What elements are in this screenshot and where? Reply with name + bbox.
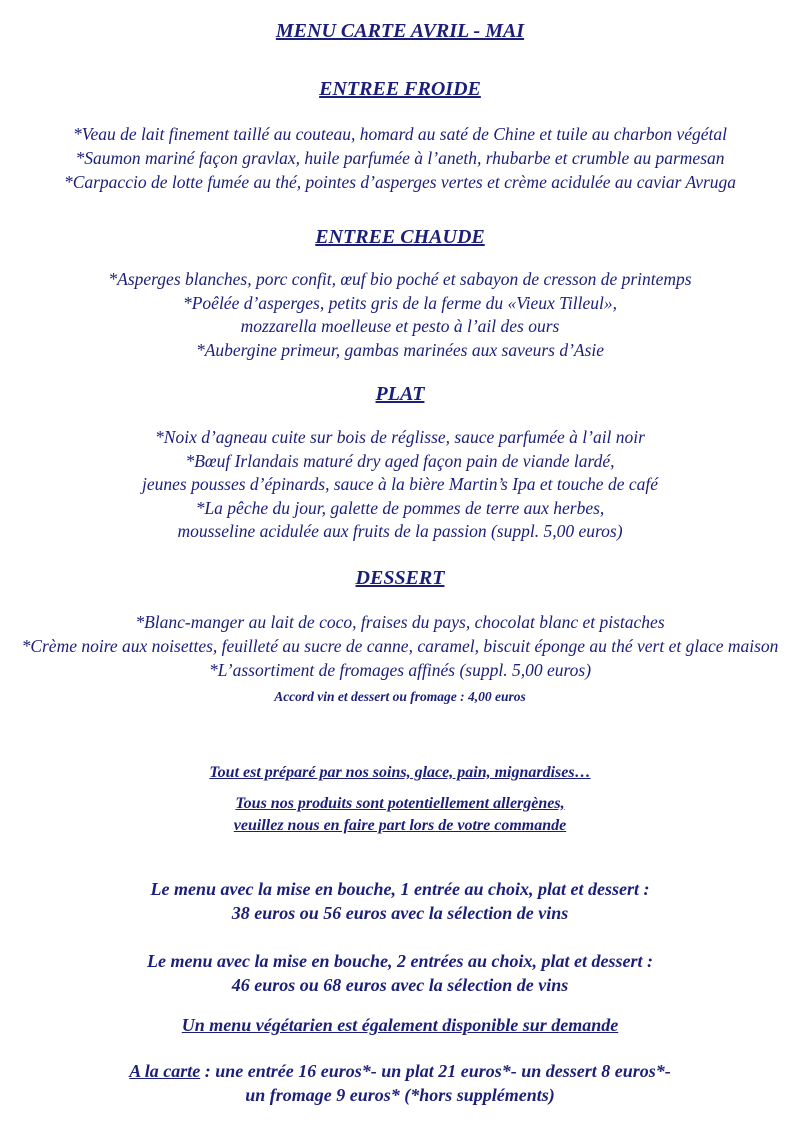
dish-item: *Noix d’agneau cuite sur bois de réglisse, sauce parfumée à l’ail noir [155, 427, 645, 447]
menu-offer-1-line1: Le menu avec la mise en bouche, 1 entrée au choix, plat et dessert : [150, 879, 650, 899]
dish-item: *Saumon mariné façon gravlax, huile parfumée à l’aneth, rhubarbe et crumble au parmesan [75, 148, 725, 168]
dish-item: *Crème noire aux noisettes, feuilleté au sucre de canne, caramel, biscuit éponge au thé vert et glace maison [21, 636, 779, 656]
menu-offer-2-line2: 46 euros ou 68 euros avec la sélection de vins [231, 975, 569, 995]
a-la-carte-line1 [0, 1059, 800, 1083]
a-la-carte-label: A la carte [129, 1061, 201, 1081]
dish-item: *Aubergine primeur, gambas marinées aux saveurs d’Asie [195, 340, 605, 360]
dish-item: *Poêlée d’asperges, petits gris de la ferme du «Vieux Tilleul», [182, 293, 617, 313]
dish-item: *Blanc-manger au lait de coco, fraises du pays, chocolat blanc et pistaches [135, 612, 665, 632]
dish-item: jeunes pousses d’épinards, sauce à la bière Martin’s Ipa et touche de café [142, 474, 658, 494]
dish-item: *Veau de lait finement taillé au couteau, homard au saté de Chine et tuile au charbon végétal [72, 124, 727, 144]
section-title-plat: PLAT [375, 383, 425, 405]
a-la-carte-line2: un fromage 9 euros* (*hors suppléments) [245, 1085, 555, 1105]
section-title-entree-chaude: ENTREE CHAUDE [315, 226, 485, 248]
homemade-note: Tout est préparé par nos soins, glace, pain, mignardises… [209, 764, 591, 781]
dish-item: mozzarella moelleuse et pesto à l’ail des ours [240, 316, 560, 336]
vegetarian-note: Un menu végétarien est également disponible sur demande [181, 1015, 619, 1035]
wine-pairing-note: Accord vin et dessert ou fromage : 4,00 euros [274, 689, 526, 704]
section-title-dessert: DESSERT [355, 567, 445, 589]
dish-item: *L’assortiment de fromages affinés (suppl. 5,00 euros) [208, 660, 592, 680]
allergens-note-line2: veuillez nous en faire part lors de votre commande [233, 817, 567, 834]
menu-offer-2-line1: Le menu avec la mise en bouche, 2 entrées au choix, plat et dessert : [147, 951, 653, 971]
section-title-entree-froide: ENTREE FROIDE [319, 78, 481, 100]
dish-item: mousseline acidulée aux fruits de la passion (suppl. 5,00 euros) [177, 521, 623, 541]
dish-item: *La pêche du jour, galette de pommes de terre aux herbes, [195, 498, 605, 518]
dish-item: *Carpaccio de lotte fumée au thé, pointes d’asperges vertes et crème acidulée au caviar Avruga [63, 172, 737, 192]
page-title: MENU CARTE AVRIL - MAI [275, 20, 525, 42]
a-la-carte-prices: : une entrée 16 euros*- un plat 21 euros*- un dessert 8 euros*- [200, 1061, 671, 1081]
dish-item: *Bœuf Irlandais maturé dry aged façon pain de viande lardé, [185, 451, 615, 471]
dish-item: *Asperges blanches, porc confit, œuf bio poché et sabayon de cresson de printemps [108, 269, 692, 289]
menu-offer-1-line2: 38 euros ou 56 euros avec la sélection de vins [231, 903, 569, 923]
allergens-note-line1: Tous nos produits sont potentiellement allergènes, [235, 795, 565, 812]
